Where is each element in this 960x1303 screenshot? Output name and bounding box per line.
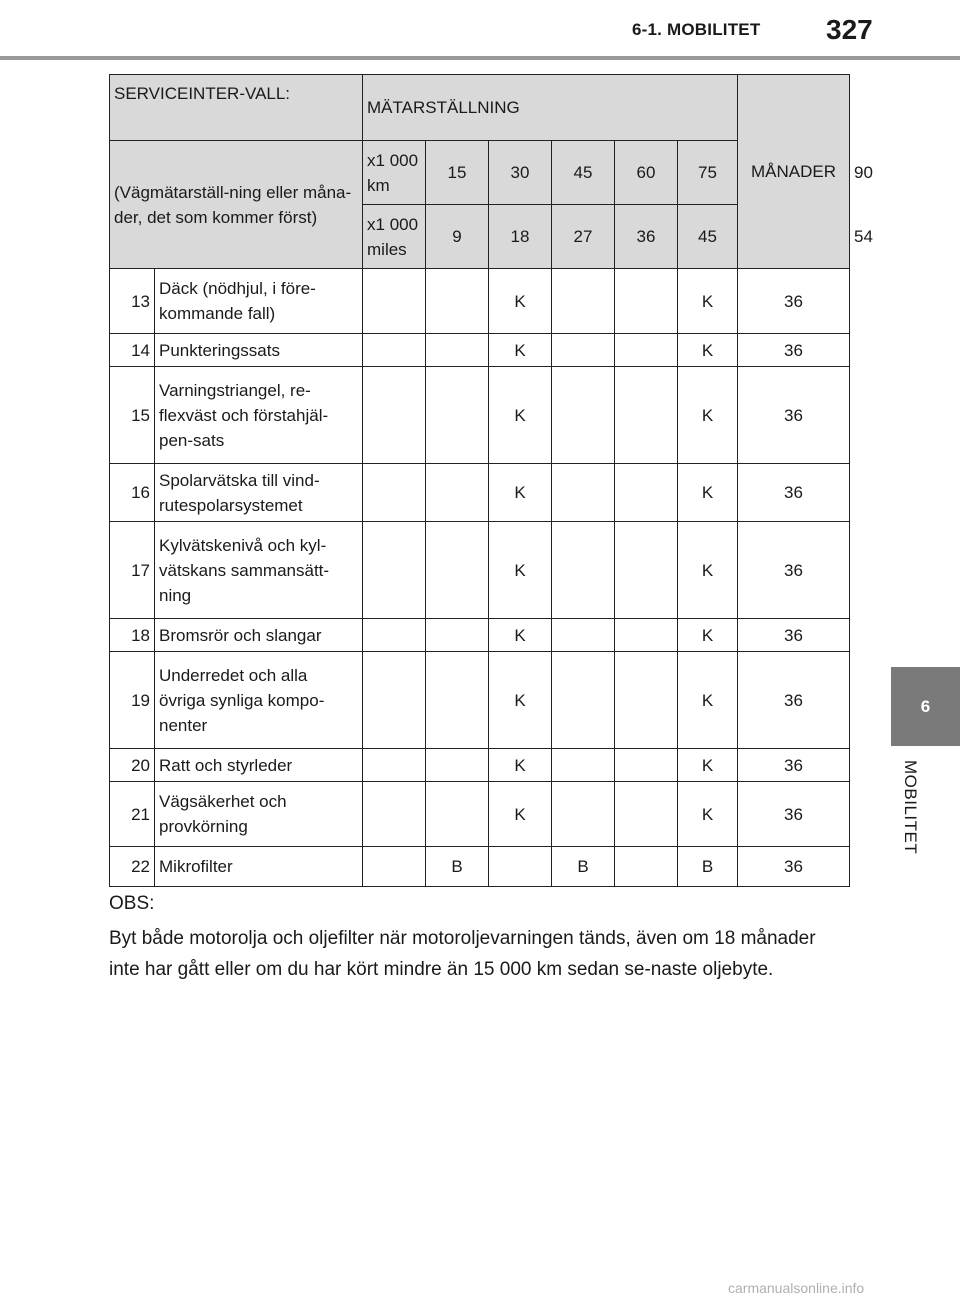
row-months: 36 — [738, 782, 850, 847]
row-number: 15 — [110, 367, 155, 464]
interval-cell — [426, 464, 489, 522]
row-months: 36 — [738, 847, 850, 887]
row-number: 13 — [110, 269, 155, 334]
interval-cell: K — [678, 522, 738, 619]
interval-cell: K — [678, 749, 738, 782]
row-item: Mikrofilter — [155, 847, 363, 887]
row-months: 36 — [738, 749, 850, 782]
interval-cell — [615, 334, 678, 367]
interval-cell — [615, 749, 678, 782]
interval-cell — [363, 782, 426, 847]
interval-cell: K — [489, 367, 552, 464]
interval-cell: K — [678, 782, 738, 847]
miles-value: 18 — [489, 205, 552, 269]
row-months: 36 — [738, 619, 850, 652]
row-months: 36 — [738, 334, 850, 367]
interval-cell: K — [489, 334, 552, 367]
odometer-label: MÄTARSTÄLLNING — [363, 75, 738, 141]
row-number: 21 — [110, 782, 155, 847]
header-divider — [0, 56, 960, 60]
interval-cell — [489, 847, 552, 887]
interval-cell — [426, 522, 489, 619]
km-value: 45 — [552, 141, 615, 205]
page-number: 327 — [826, 14, 873, 45]
interval-cell — [426, 782, 489, 847]
row-number: 22 — [110, 847, 155, 887]
row-item: Underredet och alla övriga synliga kompo-nenter — [155, 652, 363, 749]
watermark: carmanualsonline.info — [728, 1280, 865, 1296]
interval-cell: K — [489, 782, 552, 847]
interval-cell — [615, 847, 678, 887]
row-item: Vägsäkerhet och provkörning — [155, 782, 363, 847]
header-row-km: (Vägmätarställ-ning eller måna-der, det som kommer först) x1 000 km 15 30 45 60 75 90 — [110, 141, 850, 205]
interval-cell — [552, 269, 615, 334]
interval-cell — [615, 782, 678, 847]
chapter-side-label: MOBILITET — [901, 760, 920, 855]
miles-label: x1 000 miles — [363, 205, 426, 269]
interval-cell — [426, 269, 489, 334]
interval-cell — [426, 652, 489, 749]
section-title: 6-1. MOBILITET — [632, 20, 761, 39]
interval-cell — [552, 619, 615, 652]
miles-value: 45 — [678, 205, 738, 269]
interval-cell — [363, 334, 426, 367]
interval-cell: K — [678, 619, 738, 652]
row-item: Däck (nödhjul, i före-kommande fall) — [155, 269, 363, 334]
interval-cell — [426, 334, 489, 367]
interval-cell — [615, 269, 678, 334]
table-row — [110, 464, 850, 522]
interval-cell — [552, 334, 615, 367]
interval-cell — [552, 782, 615, 847]
row-item: Punkteringssats — [155, 334, 363, 367]
interval-cell — [363, 749, 426, 782]
interval-cell: K — [489, 522, 552, 619]
table-row — [110, 782, 850, 847]
notes-section — [109, 888, 849, 985]
row-item: Ratt och styrleder — [155, 749, 363, 782]
table-row — [110, 619, 850, 652]
interval-cell — [363, 464, 426, 522]
km-label: x1 000 km — [363, 141, 426, 205]
row-item: Varningstriangel, re-flexväst och förstahjäl-pen-sats — [155, 367, 363, 464]
notes-label: OBS: — [109, 893, 155, 914]
miles-value: 9 — [426, 205, 489, 269]
row-item: Kylvätskenivå och kyl-vätskans sammansätt-ning — [155, 522, 363, 619]
interval-cell — [363, 522, 426, 619]
interval-cell: K — [678, 652, 738, 749]
table-row — [110, 749, 850, 782]
miles-value: 27 — [552, 205, 615, 269]
row-months: 36 — [738, 269, 850, 334]
interval-cell — [426, 749, 489, 782]
table-row — [110, 652, 850, 749]
interval-cell — [615, 652, 678, 749]
row-number: 20 — [110, 749, 155, 782]
interval-cell — [426, 367, 489, 464]
interval-cell — [552, 652, 615, 749]
row-months: 36 — [738, 367, 850, 464]
chapter-number: 6 — [920, 696, 931, 716]
row-number: 18 — [110, 619, 155, 652]
interval-cell — [363, 619, 426, 652]
interval-cell — [552, 749, 615, 782]
interval-cell — [552, 464, 615, 522]
months-label: MÅNADER — [738, 75, 850, 269]
header-row-interval — [110, 75, 850, 141]
km-value: 60 — [615, 141, 678, 205]
interval-cell: K — [489, 619, 552, 652]
interval-cell: K — [678, 367, 738, 464]
interval-cell: K — [489, 269, 552, 334]
row-item: Spolarvätska till vind-rutespolarsystemet — [155, 464, 363, 522]
interval-cell — [363, 652, 426, 749]
interval-cell: K — [678, 464, 738, 522]
interval-cell — [552, 367, 615, 464]
row-months: 36 — [738, 464, 850, 522]
row-number: 19 — [110, 652, 155, 749]
maintenance-schedule-table — [109, 74, 873, 887]
interval-cell — [615, 522, 678, 619]
row-number: 16 — [110, 464, 155, 522]
interval-cell: K — [678, 269, 738, 334]
notes-text: Byt både motorolja och oljefilter när motoroljevarningen tänds, även om 18 månader inte har gått eller om du har kört mindre än 15 000 km sedan se-naste oljebyte. — [109, 928, 816, 980]
reading-note: (Vägmätarställ-ning eller måna-der, det som kommer först) — [110, 141, 363, 269]
interval-cell — [363, 847, 426, 887]
interval-cell: K — [489, 652, 552, 749]
table-row — [110, 847, 850, 887]
row-number: 17 — [110, 522, 155, 619]
interval-cell: K — [489, 749, 552, 782]
row-number: 14 — [110, 334, 155, 367]
interval-cell — [615, 367, 678, 464]
header-row-miles: x1 000 miles 9 18 27 36 45 54 — [110, 205, 850, 269]
km-value: 30 — [489, 141, 552, 205]
km-value: 75 — [678, 141, 738, 205]
interval-label: SERVICEINTER-VALL: — [110, 75, 363, 141]
row-months: 36 — [738, 522, 850, 619]
table-row — [110, 367, 850, 464]
row-months: 36 — [738, 652, 850, 749]
interval-cell: B — [552, 847, 615, 887]
interval-cell — [363, 367, 426, 464]
interval-cell — [615, 464, 678, 522]
interval-cell — [363, 269, 426, 334]
interval-cell — [552, 522, 615, 619]
interval-cell: K — [678, 334, 738, 367]
interval-cell: B — [426, 847, 489, 887]
row-item: Bromsrör och slangar — [155, 619, 363, 652]
chapter-tab — [891, 667, 960, 746]
interval-cell: K — [489, 464, 552, 522]
interval-cell — [615, 619, 678, 652]
interval-cell — [426, 619, 489, 652]
table-row — [110, 269, 850, 334]
table-row — [110, 334, 850, 367]
km-value: 15 — [426, 141, 489, 205]
interval-cell: B — [678, 847, 738, 887]
table-row — [110, 522, 850, 619]
miles-value: 36 — [615, 205, 678, 269]
